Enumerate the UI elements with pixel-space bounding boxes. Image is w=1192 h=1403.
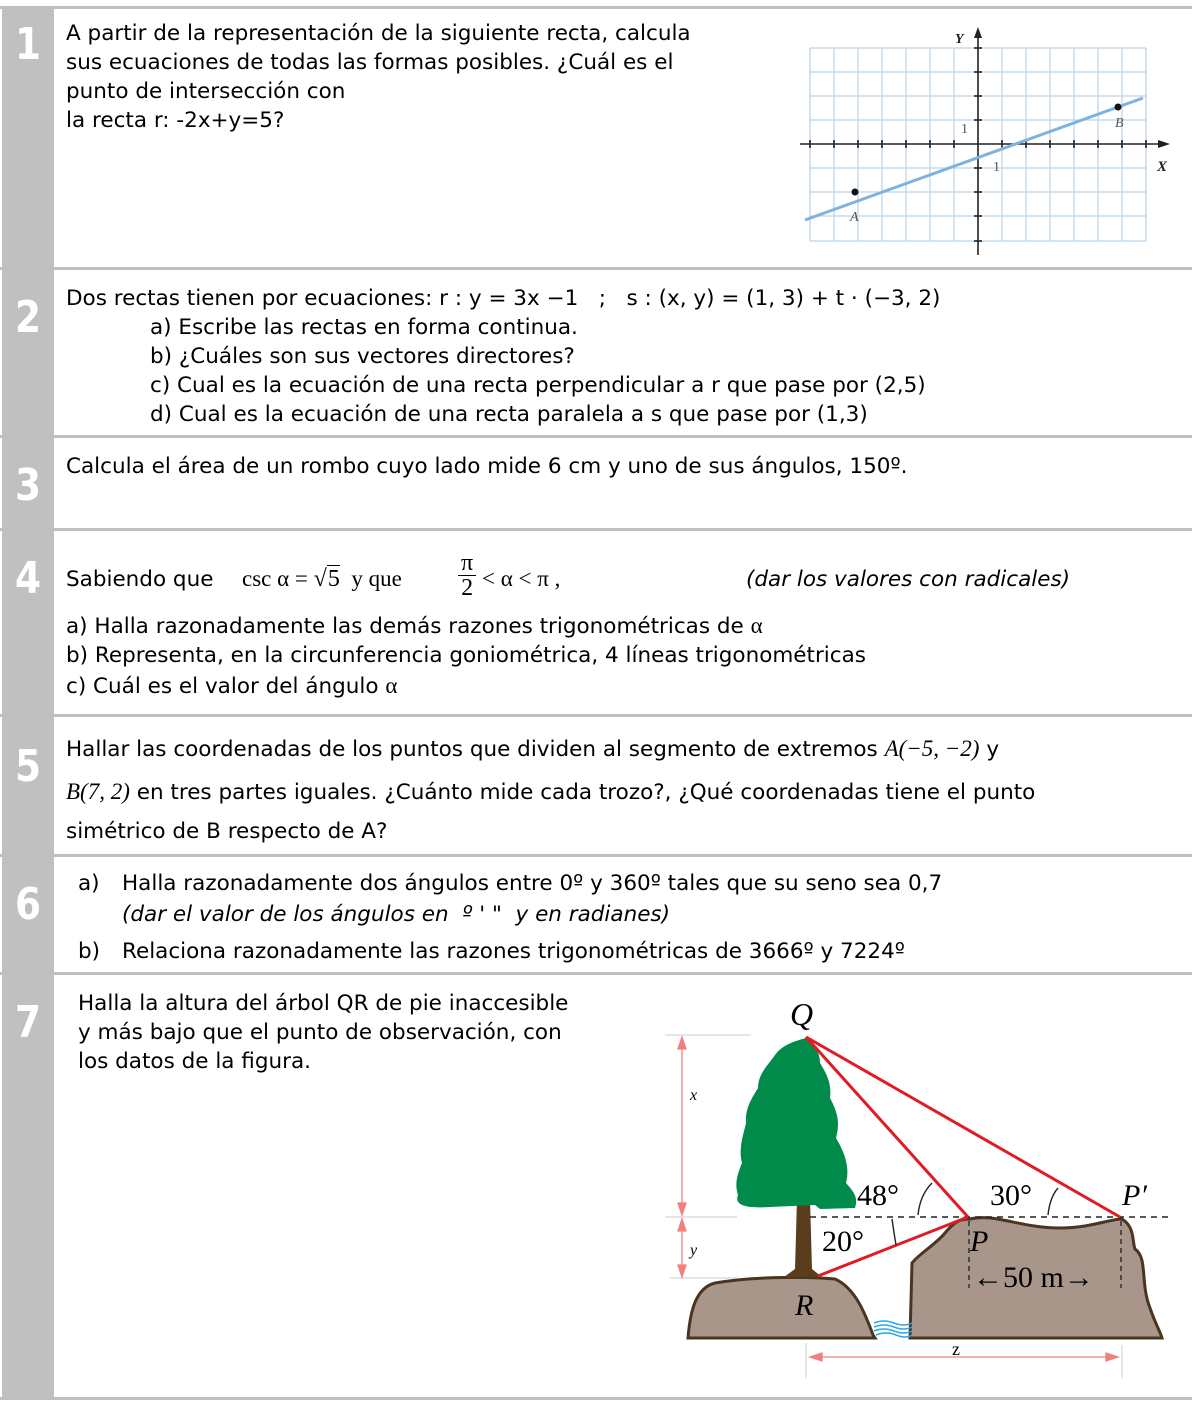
point-a-label: A [850, 210, 859, 225]
problem-7 [0, 972, 1192, 1400]
z-dimension-label: z [952, 1339, 960, 1359]
problem-3 [0, 435, 1192, 530]
problem-item-a: a) Halla razonadamente dos ángulos entre 0º y 360º tales que su seno sea 0,7 [78, 871, 943, 896]
csc-expression: csc α = √5 y que [242, 566, 402, 592]
label-p: P [970, 1225, 989, 1258]
problem-2 [0, 267, 1192, 437]
line-graph [795, 23, 1180, 268]
problem-number: 2 [2, 270, 54, 437]
problem-note: (dar el valor de los ángulos en º ' " y en radianes) [122, 902, 671, 927]
problem-intro: Sabiendo que csc α = √5 y que $\frac{\pi}{2}$ < α < π , (dar los valores con radicales) [66, 550, 1071, 601]
problem-text-line: los datos de la figura. [78, 1049, 311, 1074]
y-axis-label: Y [955, 32, 964, 47]
x-tick-label: 1 [993, 160, 1000, 175]
point-b-label: B [1115, 116, 1124, 131]
problem-text: Calcula el área de un rombo cuyo lado mide 6 cm y uno de sus ángulos, 150º. [66, 454, 908, 479]
label-p-prime: P′ [1122, 1179, 1147, 1212]
problem-number: 6 [2, 857, 54, 974]
problem-item: a) Escribe las rectas en forma continua. [150, 315, 578, 340]
distance-label: ←50 m→ [973, 1261, 1094, 1294]
point-b: B(7, 2) [66, 779, 130, 804]
problem-1 [0, 6, 1192, 269]
problem-number: 7 [2, 975, 54, 1397]
problem-4 [0, 528, 1192, 716]
problem-number: 1 [2, 9, 54, 269]
problem-line: Hallar las coordenadas de los puntos que dividen al segmento de extremos A(−5, −2) y [66, 736, 1000, 762]
problem-intro: Dos rectas tienen por ecuaciones: r : y = 3x −1 ; s : (x, y) = (1, 3) + t · (−3, 2) [66, 286, 941, 311]
x-dimension-label: x [690, 1087, 698, 1104]
x-axis-label: X [1157, 159, 1168, 175]
problem-number: 4 [2, 531, 54, 716]
problem-6 [0, 854, 1192, 974]
sqrt-icon: √5 [313, 566, 340, 592]
problem-item: a) Halla razonadamente las demás razones trigonométricas de α [66, 613, 763, 639]
problem-text-line: sus ecuaciones de todas las formas posibles. ¿Cuál es el [66, 50, 674, 75]
problem-item: b) Representa, en la circunferencia goniométrica, 4 líneas trigonométricas [66, 643, 866, 668]
problem-item: c) Cual es la ecuación de una recta perpendicular a r que pase por (2,5) [150, 373, 926, 398]
problem-number: 3 [2, 438, 54, 530]
problem-number: 5 [2, 717, 54, 856]
problem-5 [0, 714, 1192, 856]
label-r: R [795, 1289, 814, 1322]
fraction: $\frac{\pi}{2}$ [458, 551, 476, 600]
angle-48-label: 48° [857, 1179, 899, 1212]
problem-item: d) Cual es la ecuación de una recta paralela a s que pase por (1,3) [150, 402, 868, 427]
y-dimension-label: y [690, 1242, 698, 1259]
problem-text-line: Halla la altura del árbol QR de pie inaccesible [78, 991, 569, 1016]
problem-line: B(7, 2) en tres partes iguales. ¿Cuánto mide cada trozo?, ¿Qué coordenadas tiene el punto [66, 779, 1036, 805]
y-tick-label: 1 [961, 122, 968, 137]
problem-text-line: la recta r: -2x+y=5? [66, 108, 285, 133]
problem-text-line: y más bajo que el punto de observación, con [78, 1020, 562, 1045]
problem-item-b: b) Relaciona razonadamente las razones trigonométricas de 3666º y 7224º [78, 939, 905, 964]
label-q: Q [790, 996, 814, 1032]
problem-item: c) Cuál es el valor del ángulo α [66, 673, 398, 699]
problem-note: (dar los valores con radicales) [746, 567, 1071, 592]
problem-text-line: A partir de la representación de la siguiente recta, calcula [66, 21, 691, 46]
problem-line: simétrico de B respecto de A? [66, 819, 388, 844]
problem-text-line: punto de intersección con [66, 79, 346, 104]
angle-20-label: 20° [822, 1225, 864, 1258]
problem-item: b) ¿Cuáles son sus vectores directores? [150, 344, 575, 369]
tree-height-figure [660, 983, 1180, 1393]
angle-30-label: 30° [990, 1179, 1032, 1212]
point-a: A(−5, −2) [884, 736, 980, 761]
